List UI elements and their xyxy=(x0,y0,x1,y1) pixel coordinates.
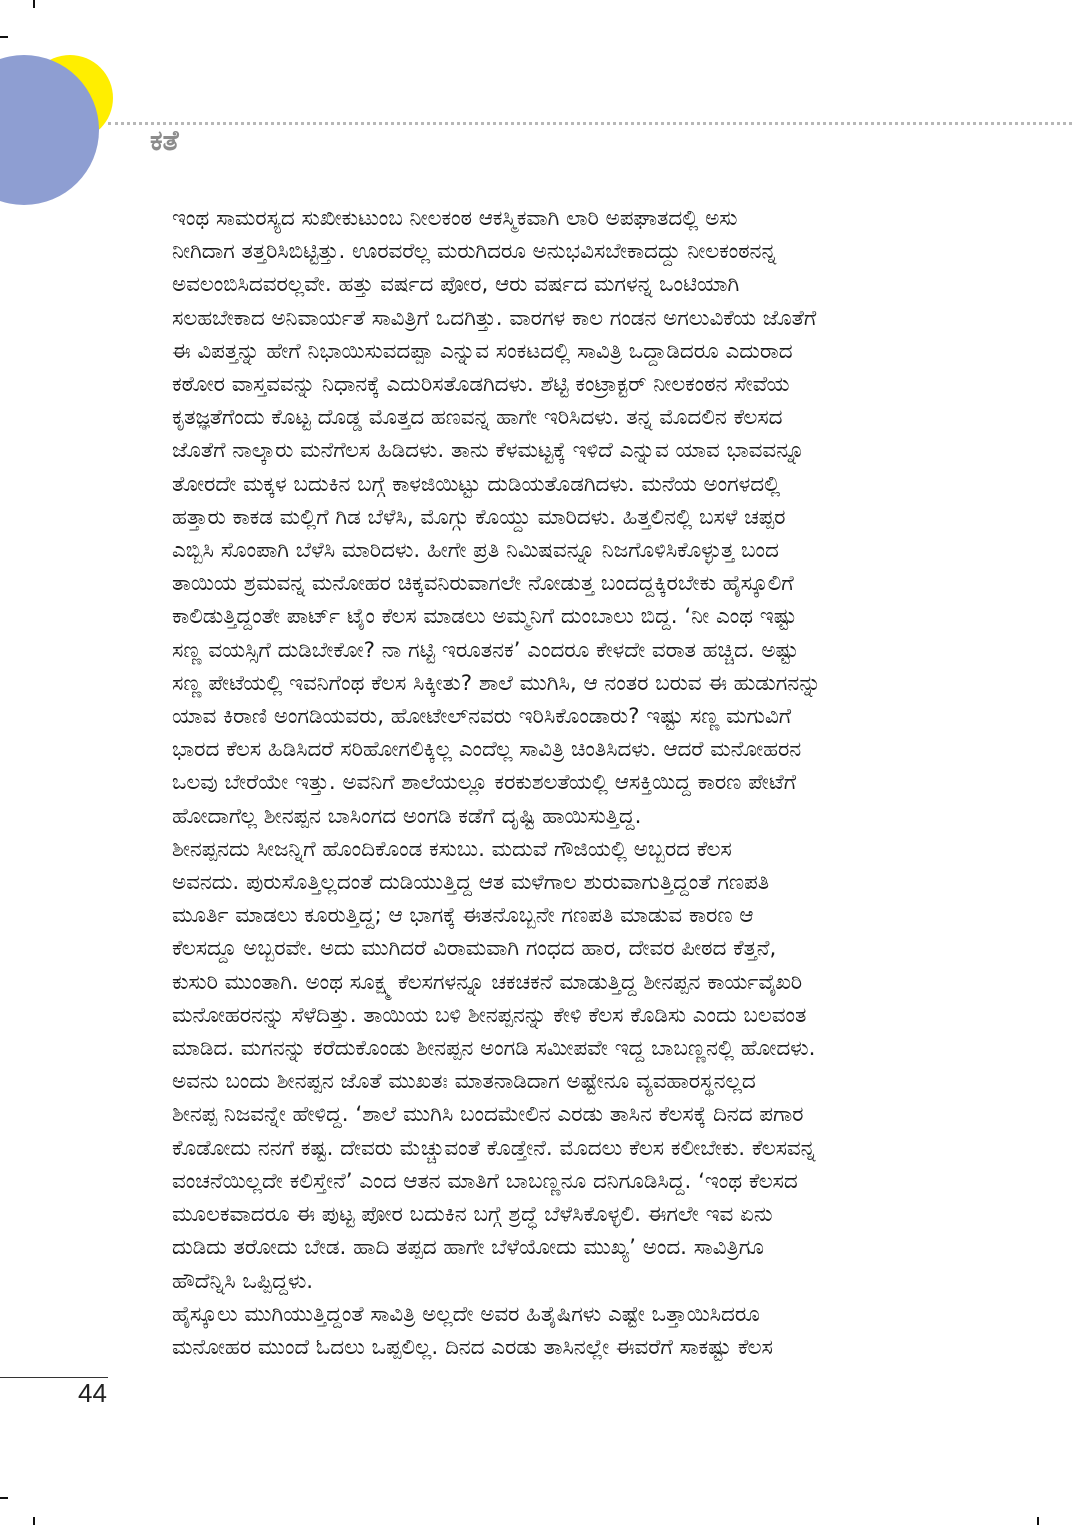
text-line: ಭಾರದ ಕೆಲಸ ಹಿಡಿಸಿದರೆ ಸರಿಹೋಗಲಿಕ್ಕಿಲ್ಲ ಎಂದೆಲ್ಲ ಸಾವಿತ್ರಿ ಚಿಂತಿಸಿದಳು. ಆದರೆ ಮನೋಹರನ xyxy=(172,737,802,763)
text-line: ಮೂರ್ತಿ ಮಾಡಲು ಕೂರುತ್ತಿದ್ದ; ಆ ಭಾಗಕ್ಕೆ ಈತನೊಬ್ಬನೇ ಗಣಪತಿ ಮಾಡುವ ಕಾರಣ ಆ xyxy=(172,903,754,929)
crop-mark-bottom-right xyxy=(1037,1517,1039,1525)
text-line: ಮನೋಹರನನ್ನು ಸೆಳೆದಿತ್ತು. ತಾಯಿಯ ಬಳಿ ಶೀನಪ್ಪನನ್ನು ಕೇಳಿ ಕೆಲಸ ಕೊಡಿಸು ಎಂದು ಬಲವಂತ xyxy=(172,1002,807,1028)
text-line: ಈ ವಿಪತ್ತನ್ನು ಹೇಗೆ ನಿಭಾಯಿಸುವದಪ್ಪಾ ಎನ್ನುವ ಸಂಕಟದಲ್ಲಿ ಸಾವಿತ್ರಿ ಒದ್ದಾಡಿದರೂ ಎದುರಾದ xyxy=(172,338,793,364)
text-line: ಕಾಲಿಡುತ್ತಿದ್ದಂತೇ ಪಾರ್ಟ್ ಟೈಂ ಕೆಲಸ ಮಾಡಲು ಅಮ್ಮನಿಗೆ ದುಂಬಾಲು ಬಿದ್ದ. ‘ನೀ ಎಂಥ ಇಷ್ಟು xyxy=(172,604,797,630)
crop-mark-left-lower xyxy=(0,1497,8,1499)
text-line: ಮಾಡಿದ. ಮಗನನ್ನು ಕರೆದುಕೊಂಡು ಶೀನಪ್ಪನ ಅಂಗಡಿ ಸಮೀಪವೇ ಇದ್ದ ಬಾಬಣ್ಣನಲ್ಲಿ ಹೋದಳು. xyxy=(172,1036,816,1062)
text-line: ಕೆಲಸದ್ದೂ ಅಬ್ಬರವೇ. ಅದು ಮುಗಿದರೆ ವಿರಾಮವಾಗಿ ಗಂಧದ ಹಾರ, ದೇವರ ಪೀಠದ ಕೆತ್ತನೆ, xyxy=(172,936,777,962)
text-line: ಅವನದು. ಪುರುಸೊತ್ತಿಲ್ಲದಂತೆ ದುಡಿಯುತ್ತಿದ್ದ ಆತ ಮಳೆಗಾಲ ಶುರುವಾಗುತ್ತಿದ್ದಂತೆ ಗಣಪತಿ xyxy=(172,870,770,896)
paragraph xyxy=(148,1298,948,1364)
dotted-rule xyxy=(108,122,1072,125)
text-line: ತಾಯಿಯ ಶ್ರಮವನ್ನ ಮನೋಹರ ಚಿಕ್ಕವನಿರುವಾಗಲೇ ನೋಡುತ್ತ ಬಂದದ್ದಕ್ಕಿರಬೇಕು ಹೈಸ್ಕೂಲಿಗೆ xyxy=(172,571,794,597)
text-line: ಮನೋಹರ ಮುಂದೆ ಓದಲು ಒಪ್ಪಲಿಲ್ಲ. ದಿನದ ಎರಡು ತಾಸಿನಲ್ಲೇ ಈವರೆಗೆ ಸಾಕಷ್ಟು ಕೆಲಸ xyxy=(172,1334,773,1360)
text-line: ಸಣ್ಣ ಪೇಟೆಯಲ್ಲಿ ಇವನಿಗೆಂಥ ಕೆಲಸ ಸಿಕ್ಕೀತು? ಶಾಲೆ ಮುಗಿಸಿ, ಆ ನಂತರ ಬರುವ ಈ ಹುಡುಗನನ್ನು xyxy=(172,670,821,696)
text-line: ಅವನು ಬಂದು ಶೀನಪ್ಪನ ಜೊತೆ ಮುಖತಃ ಮಾತನಾಡಿದಾಗ ಅಷ್ಟೇನೂ ವ್ಯವಹಾರಸ್ಥನಲ್ಲದ xyxy=(172,1069,756,1095)
text-line: ಎಬ್ಬಿಸಿ ಸೊಂಪಾಗಿ ಬೆಳೆಸಿ ಮಾರಿದಳು. ಹೀಗೇ ಪ್ರತಿ ನಿಮಿಷವನ್ನೂ ನಿಜಗೊಳಿಸಿಕೊಳ್ಳುತ್ತ ಬಂದ xyxy=(172,538,779,564)
text-line: ಇಂಥ ಸಾಮರಸ್ಯದ ಸುಖೀಕುಟುಂಬ ನೀಲಕಂಠ ಆಕಸ್ಮಿಕವಾಗಿ ಲಾರಿ ಅಪಘಾತದಲ್ಲಿ ಅಸು xyxy=(172,206,738,231)
text-line: ಸಣ್ಣ ವಯಸ್ಸಿಗೆ ದುಡಿಬೇಕೋ? ನಾ ಗಟ್ಟಿ ಇರೂತನಕ’ ಎಂದರೂ ಕೇಳದೇ ವರಾತ ಹಚ್ಚಿದ. ಅಷ್ಟು xyxy=(172,637,799,663)
text-line: ಸಲಹಬೇಕಾದ ಅನಿವಾರ್ಯತೆ ಸಾವಿತ್ರಿಗೆ ಒದಗಿತ್ತು. ವಾರಗಳ ಕಾಲ ಗಂಡನ ಅಗಲುವಿಕೆಯ ಜೊತೆಗೆ xyxy=(172,305,817,331)
text-line: ತೋರದೇ ಮಕ್ಕಳ ಬದುಕಿನ ಬಗ್ಗೆ ಕಾಳಜಿಯಿಟ್ಟು ದುಡಿಯತೊಡಗಿದಳು. ಮನೆಯ ಅಂಗಳದಲ್ಲಿ xyxy=(172,471,781,497)
text-line: ಹತ್ತಾರು ಕಾಕಡ ಮಲ್ಲಿಗೆ ಗಿಡ ಬೆಳೆಸಿ, ಮೊಗ್ಗು ಕೊಯ್ದು ಮಾರಿದಳು. ಹಿತ್ತಲಿನಲ್ಲಿ ಬಸಳೆ ಚಪ್ಪರ xyxy=(172,504,786,530)
page-number: 44 xyxy=(78,1378,107,1408)
paragraph xyxy=(148,202,948,833)
text-line: ಯಾವ ಕಿರಾಣಿ ಅಂಗಡಿಯವರು, ಹೋಟೇಲ್‌ನವರು ಇರಿಸಿಕೊಂಡಾರು? ಇಷ್ಟು ಸಣ್ಣ ಮಗುವಿಗೆ xyxy=(172,704,792,730)
text-line: ಅವಲಂಬಿಸಿದವರಲ್ಲವೇ. ಹತ್ತು ವರ್ಷದ ಪೋರ, ಆರು ವರ್ಷದ ಮಗಳನ್ನ ಒಂಟಿಯಾಗಿ xyxy=(172,272,740,298)
text-line: ಜೊತೆಗೆ ನಾಲ್ಕಾರು ಮನೆಗೆಲಸ ಹಿಡಿದಳು. ತಾನು ಕೆಳಮಟ್ಟಕ್ಕೆ ಇಳಿದೆ ಎನ್ನುವ ಯಾವ ಭಾವವನ್ನೂ xyxy=(172,438,805,464)
text-line: ಕಠೋರ ವಾಸ್ತವವನ್ನು ನಿಧಾನಕ್ಕೆ ಎದುರಿಸತೊಡಗಿದಳು. ಶೆಟ್ಟಿ ಕಂಟ್ರಾಕ್ಟರ್ ನೀಲಕಂಠನ ಸೇವೆಯ xyxy=(172,372,790,398)
text-line: ನೀಗಿದಾಗ ತತ್ತರಿಸಿಬಿಟ್ಟಿತ್ತು. ಊರವರೆಲ್ಲ ಮರುಗಿದರೂ ಅನುಭವಿಸಬೇಕಾದದ್ದು ನೀಲಕಂಠನನ್ನ xyxy=(172,239,777,265)
text-line: ಕೊಡೋದು ನನಗೆ ಕಷ್ಟ. ದೇವರು ಮೆಚ್ಚುವಂತೆ ಕೊಡ್ತೇನೆ. ಮೊದಲು ಕೆಲಸ ಕಲೀಬೇಕು. ಕೆಲಸವನ್ನ xyxy=(172,1135,816,1161)
text-line: ದುಡಿದು ತರೋದು ಬೇಡ. ಹಾದಿ ತಪ್ಪದ ಹಾಗೇ ಬೆಳೆಯೋದು ಮುಖ್ಯ’ ಅಂದ. ಸಾವಿತ್ರಿಗೂ xyxy=(172,1235,764,1261)
decorative-circles xyxy=(0,0,140,220)
text-line: ಹೈಸ್ಕೂಲು ಮುಗಿಯುತ್ತಿದ್ದಂತೆ ಸಾವಿತ್ರಿ ಅಲ್ಲದೇ ಅವರ ಹಿತೈಷಿಗಳು ಎಷ್ಟೇ ಒತ್ತಾಯಿಸಿದರೂ xyxy=(172,1301,760,1327)
crop-mark-bottom-left xyxy=(33,1517,35,1525)
text-line: ಕೃತಜ್ಞತೆಗೆಂದು ಕೊಟ್ಟ ದೊಡ್ಡ ಮೊತ್ತದ ಹಣವನ್ನ ಹಾಗೇ ಇರಿಸಿದಳು. ತನ್ನ ಮೊದಲಿನ ಕೆಲಸದ xyxy=(172,405,783,431)
text-line: ಮೂಲಕವಾದರೂ ಈ ಪುಟ್ಟ ಪೋರ ಬದುಕಿನ ಬಗ್ಗೆ ಶ್ರದ್ಧೆ ಬೆಳೆಸಿಕೊಳ್ಳಲಿ. ಈಗಲೇ ಇವ ಏನು xyxy=(172,1202,773,1228)
text-line: ಒಲವು ಬೇರೆಯೇ ಇತ್ತು. ಅವನಿಗೆ ಶಾಲೆಯಲ್ಲೂ ಕರಕುಶಲತೆಯಲ್ಲಿ ಆಸಕ್ತಿಯಿದ್ದ ಕಾರಣ ಪೇಟೆಗೆ xyxy=(172,770,797,796)
story-body xyxy=(148,202,948,1364)
text-line: ಹೋದಾಗೆಲ್ಲ ಶೀನಪ್ಪನ ಬಾಸಿಂಗದ ಅಂಗಡಿ ಕಡೆಗೆ ದೃಷ್ಟಿ ಹಾಯಿಸುತ್ತಿದ್ದ. xyxy=(172,803,642,829)
text-line: ಶೀನಪ್ಪನದು ಸೀಜನ್ನಿಗೆ ಹೊಂದಿಕೊಂಡ ಕಸುಬು. ಮದುವೆ ಗೌಜಿಯಲ್ಲಿ ಅಬ್ಬರದ ಕೆಲಸ xyxy=(172,836,732,862)
paragraph xyxy=(148,833,948,1298)
section-title: ಕತೆ xyxy=(150,124,179,157)
text-line: ಹೌದೆನ್ನಿಸಿ ಒಪ್ಪಿದ್ದಳು. xyxy=(172,1268,314,1294)
text-line: ಕುಸುರಿ ಮುಂತಾಗಿ. ಅಂಥ ಸೂಕ್ಷ್ಮ ಕೆಲಸಗಳನ್ನೂ ಚಕಚಕನೆ ಮಾಡುತ್ತಿದ್ದ ಶೀನಪ್ಪನ ಕಾರ್ಯವೈಖರಿ xyxy=(172,969,803,995)
text-line: ವಂಚನೆಯಿಲ್ಲದೇ ಕಲಿಸ್ತೇನೆ’ ಎಂದ ಆತನ ಮಾತಿಗೆ ಬಾಬಣ್ಣನೂ ದನಿಗೂಡಿಸಿದ್ದ. ‘ಇಂಥ ಕೆಲಸದ xyxy=(172,1168,798,1194)
text-line: ಶೀನಪ್ಪ ನಿಜವನ್ನೇ ಹೇಳಿದ್ದ. ‘ಶಾಲೆ ಮುಗಿಸಿ ಬಂದಮೇಲಿನ ಎರಡು ತಾಸಿನ ಕೆಲಸಕ್ಕೆ ದಿನದ ಪಗಾರ xyxy=(172,1102,804,1128)
